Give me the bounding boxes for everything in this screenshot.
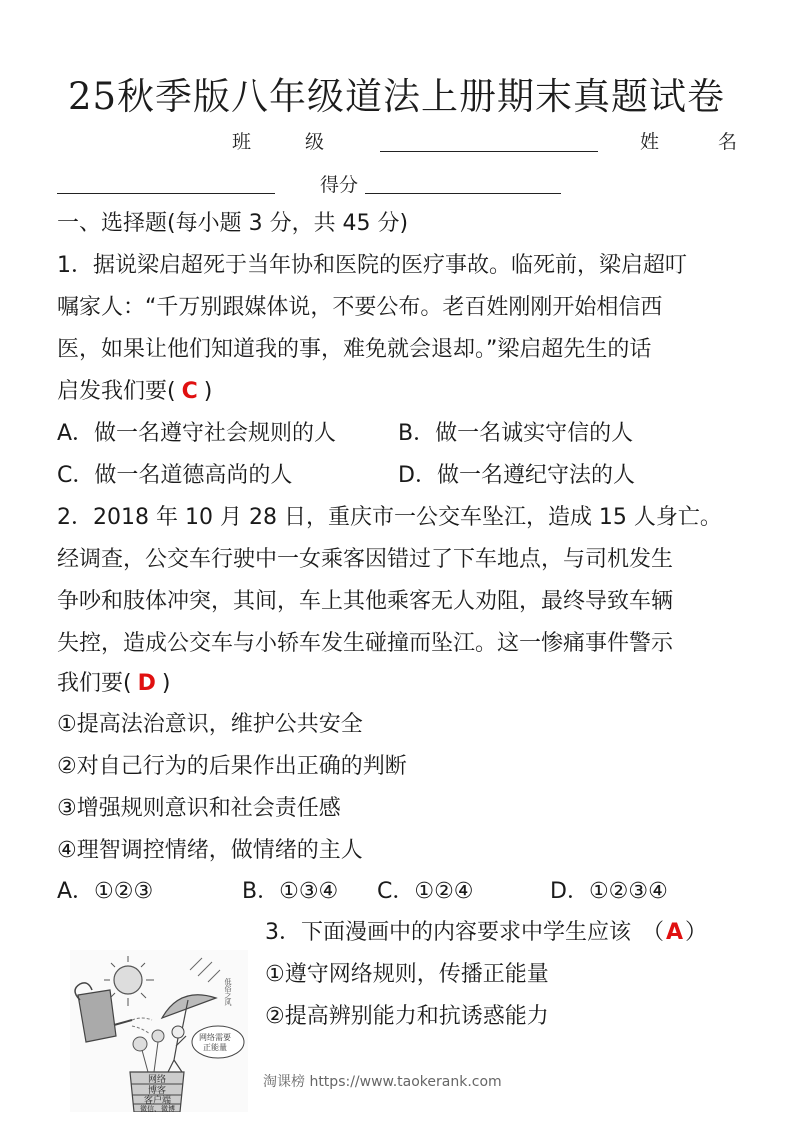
option-c: C．做一名道德高尚的人	[57, 463, 293, 488]
question-text-line: 医，如果让他们知道我的事，难免就会退却。”梁启超先生的话	[57, 337, 652, 362]
statement-2: ②提高辨别能力和抗诱惑能力	[265, 1004, 549, 1029]
option-d: D．做一名遵纪守法的人	[398, 463, 635, 488]
name-label-2: 名	[718, 131, 738, 153]
option-a: A．做一名遵守社会规则的人	[57, 421, 337, 446]
close-paren: )	[161, 671, 171, 696]
stem-end-text: 我们要(	[57, 671, 132, 696]
question-stem	[265, 918, 707, 948]
option-c: C．①②④	[377, 879, 474, 904]
question-stem-end	[57, 669, 170, 699]
option-d: D．①②③④	[550, 879, 668, 904]
class-blank[interactable]	[380, 151, 598, 152]
page-title: 25秋季版八年级道法上册期末真题试卷	[67, 75, 726, 118]
answer-mark: D	[137, 671, 156, 696]
question-text-line: 1．据说梁启超死于当年协和医院的医疗事故。临死前，梁启超叮	[57, 253, 687, 278]
class-label-1: 班	[232, 131, 252, 153]
question-text-line: 2．2018 年 10 月 28 日，重庆市一公交车坠江，造成 15 人身亡。	[57, 505, 722, 530]
answer-mark: C	[181, 379, 198, 404]
name-label-1: 姓	[640, 131, 660, 153]
svg-text:博客: 博客	[148, 1086, 167, 1096]
statement-1: ①遵守网络规则，传播正能量	[265, 962, 549, 987]
close-paren: )	[203, 379, 213, 404]
option-a: A．①②③	[57, 879, 154, 904]
question-text-line: 争吵和肢体冲突，其间，车上其他乘客无人劝阻，最终导致车辆	[57, 589, 674, 614]
question-text-line: 经调查，公交车行驶中一女乘客因错过了下车地点，与司机发生	[57, 547, 674, 572]
cartoon-drawing-icon	[70, 950, 248, 1112]
statement-1: ①提高法治意识，维护公共安全	[57, 712, 363, 737]
statement-3: ③增强规则意识和社会责任感	[57, 796, 341, 821]
option-b: B．①③④	[242, 879, 339, 904]
section-heading: 一、选择题(每小题 3 分，共 45 分)	[57, 211, 409, 236]
question-text-line: 嘱家人：“千万别跟媒体说，不要公布。老百姓刚刚开始相信西	[57, 295, 663, 320]
statement-2: ②对自己行为的后果作出正确的判断	[57, 754, 407, 779]
watermark-link[interactable]: 淘课榜 https://www.taokerank.com	[263, 1074, 502, 1090]
answer-mark: A	[666, 920, 684, 945]
close-paren: ）	[685, 920, 708, 945]
svg-text:网络: 网络	[148, 1075, 167, 1085]
question-text-line: 失控，造成公交车与小轿车发生碰撞而坠江。这一惨痛事件警示	[57, 631, 674, 656]
svg-text:网络需要: 网络需要	[199, 1033, 231, 1042]
score-label: 得分	[320, 174, 359, 196]
svg-text:正能量: 正能量	[203, 1043, 227, 1052]
name-blank[interactable]	[57, 193, 275, 194]
class-label-2: 级	[305, 131, 325, 153]
option-b: B．做一名诚实守信的人	[398, 421, 634, 446]
question-stem-end	[57, 377, 212, 407]
svg-text:低俗之风: 低俗之风	[224, 978, 232, 1006]
svg-text:客户端: 客户端	[144, 1096, 172, 1106]
stem-end-text: 启发我们要(	[57, 379, 176, 404]
cartoon-illustration	[70, 950, 248, 1112]
stem-text: 3．下面漫画中的内容要求中学生应该 （	[265, 920, 664, 945]
statement-4: ④理智调控情绪，做情绪的主人	[57, 838, 363, 863]
svg-text:微信、微博: 微信、微博	[140, 1105, 175, 1112]
score-blank[interactable]	[365, 193, 561, 194]
